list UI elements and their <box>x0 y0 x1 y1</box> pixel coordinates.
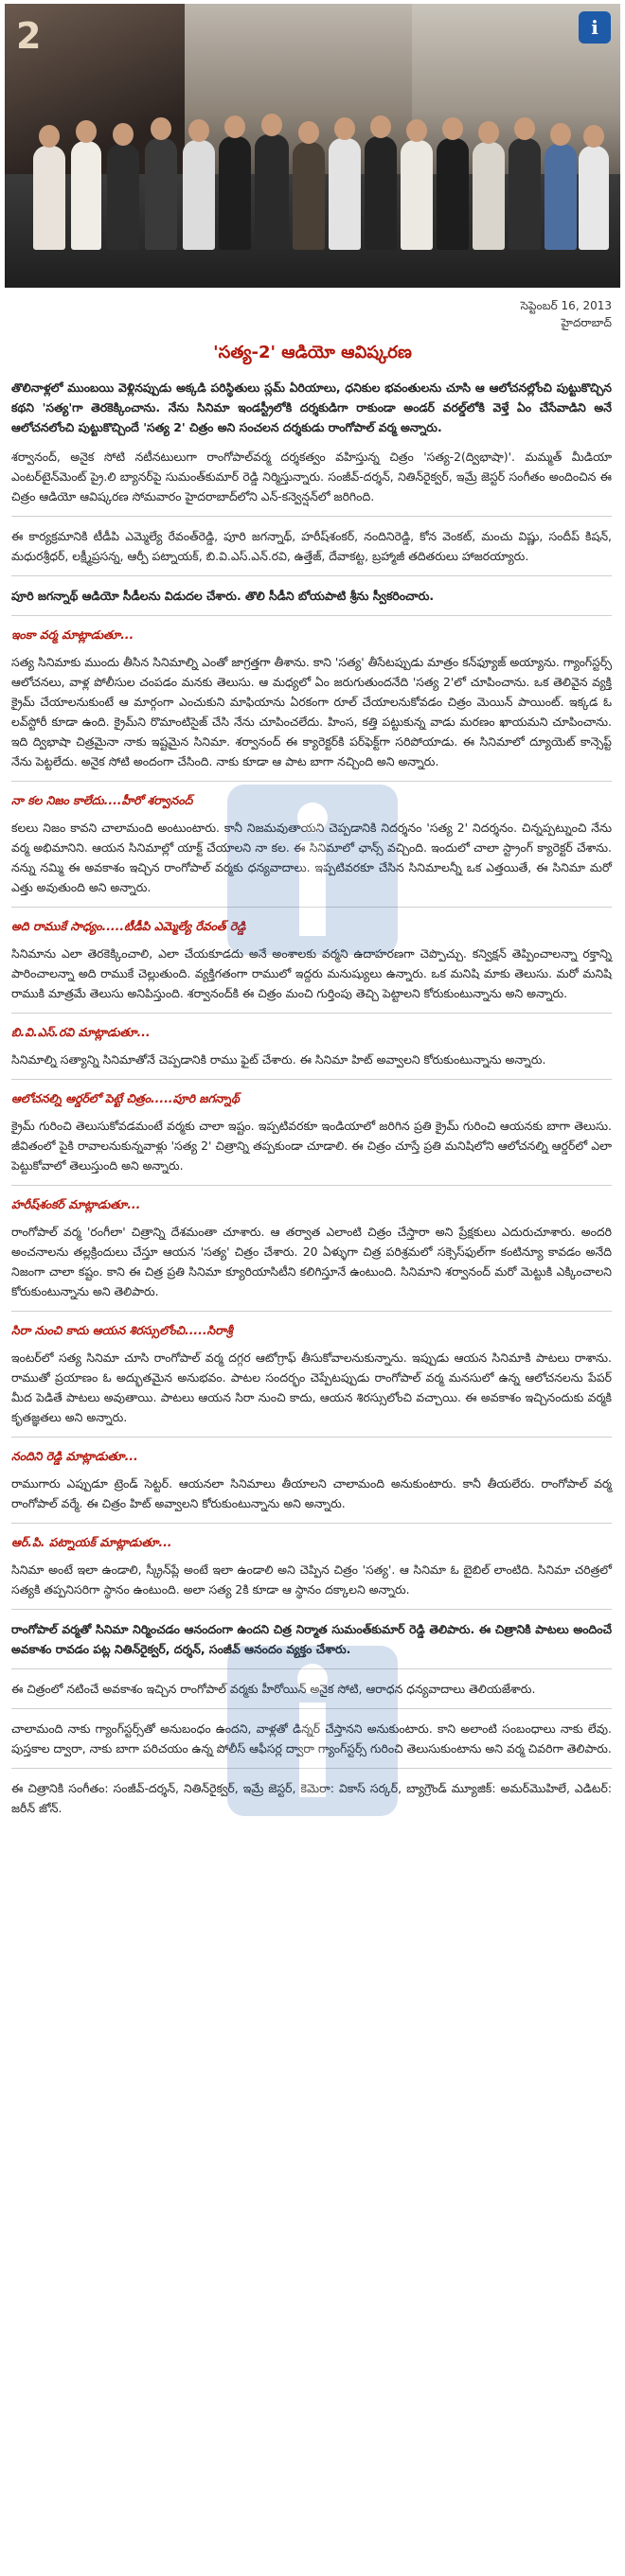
paragraph: కలలు నిజం కావని చాలామంది అంటుంటారు. కానీ నిజమవుతాయని చెప్పడానికి నిదర్శనం 'సత్య 2' నిదర్శనం. చిన్నప్పట్నుంచి నేను వర్మ అభిమానిని. ఆయన సినిమాల్లో యాక్ట్ చేయాలని నా కల. ఈ సినిమాలో ఛాన్స్ వచ్చింది. ఇందులో చాలా స్ట్రాంగ్ క్యారెక్టర్ చేశాను. నన్ను నమ్మి ఈ అవకాశం ఇచ్చిన రాంగోపాల్ వర్మ‌కు ధన్యవాదాలు. ఇప్పటివరకూ చేసిన సినిమాలన్నీ ఒక ఎత్తయితే, ఈ సినిమా మరో ఎత్తు అవుతుంది అని అన్నారు. <box>11 820 612 894</box>
subheading: అది రాముకే సాధ్యం.....టీడీపి ఎమ్మెల్యే రేవంత్ రెడ్డి <box>11 919 246 933</box>
subheading: నా కల నిజం కాలేదు....హీరో శర్వానంద్ <box>11 793 193 807</box>
person <box>293 142 325 250</box>
divider <box>11 1079 612 1080</box>
divider <box>11 1708 612 1709</box>
paragraph: ఈ చిత్రంలో నటించే అవకాశం ఇచ్చిన రాంగోపాల్ వర్మకు హీరోయిన్ అనైక సోటి, ఆరాధన ధన్యవాదాలు తెలియజేశారు. <box>11 1682 536 1696</box>
person <box>183 140 215 250</box>
divider <box>11 1185 612 1186</box>
credits-paragraph: ఈ చిత్రానికి సంగీతం: సంజీవ్-దర్శన్, నితిన్‌రైక్వర్, ఇమ్రే జెస్టర్, కెమెరా: వికాస్ సర్కర్, బ్యాగ్రౌండ్ మ్యూజిక్: అమర్‌మొహిలే, ఎడిటర్: జరీన్ జోన్. <box>11 1781 612 1815</box>
paragraph: ఈ కార్యక్రమానికి టీడీపి ఎమ్మెల్యే రేవంత్‌రెడ్డి, పూరి జగన్నాథ్, హరీష్‌శంకర్, నందినిరెడ్డి, కోన వెంకట్, మంచు విష్ణు, సందీప్ కిషన్, మధురశ్రీధర్, లక్ష్మీప్రసన్న, ఆర్పీ పట్నాయక్, బి.వి.ఎస్.ఎన్.రవి, ఉత్తేజ్, దేవాకట్ట, బ్రహ్మాజీ తదితరులు హాజరయ్యారు. <box>11 529 612 563</box>
person <box>473 142 505 250</box>
divider <box>11 1668 612 1669</box>
person <box>219 136 251 250</box>
paragraph: రాముగారు ఎప్పుడూ ట్రెండ్ సెట్టర్. ఆయనలా సినిమాలు తీయాలని చాలామంది అనుకుంటారు. కానీ తీయలేరు. రాంగోపాల్ వర్మ రాంగోపాల్ వర్మే. ఈ చిత్రం హిట్ అవ్వాలని కోరుకుంటున్నాను అని అన్నారు. <box>11 1476 612 1510</box>
person <box>401 140 433 250</box>
subheading: సిరా నుంచి కాదు ఆయన శిరస్సులోంచి.....సిరాశ్రీ <box>11 1323 233 1337</box>
divider <box>11 1609 612 1610</box>
paragraph: పూరి జగన్నాథ్ ఆడియో సీడీలను విడుదల చేశారు. తొలి సీడీని బోయపాటి శ్రీను స్వీకరించారు. <box>11 589 435 603</box>
divider <box>11 516 612 517</box>
dateline <box>0 288 625 331</box>
crowd <box>5 108 620 250</box>
paragraph: రాంగోపాల్ వర్మ 'రంగీలా' చిత్రాన్ని దేశమంతా చూశారు. ఆ తర్వాత ఎలాంటి చిత్రం చేస్తారా అని ప్రేక్షకులు ఎదురుచూశారు. అందరి అంచనాలను తల్లక్రిందులు చేస్తూ ఆయన 'సత్య' చిత్రం చేశారు. 20 ఏళ్ళుగా చిత్ర పరిశ్రమలో సక్సెస్‌ఫుల్‌గా కంటిన్యూ కావడం అనేది నిజంగా చాలా కష్టం. కాని ఈ చిత్ర ప్రతి సినిమా క్యూరియాసిటీని కలిగిస్తూనే ఉంటుంది. సినిమాని శర్వానంద్ మరో మెట్టుకి ఎక్కించాలని కోరుకుంటున్నాను అని తెలిపారు. <box>11 1225 612 1298</box>
divider <box>11 1311 612 1312</box>
paragraph: ఇంటర్‌లో సత్య సినిమా చూసి రాంగోపాల్ వర్మ దగ్గర ఆటోగ్రాఫ్ తీసుకోవాలనుకున్నాను. ఇప్పుడు ఆయన సినిమాకి పాటలు రాశాను. రాముతో ప్రయాణం ఓ అద్భుతమైన అనుభవం. పాటల సందర్భం చెప్పేటప్పుడు రాంగోపాల్ వర్మ మనసులో ఉన్న ఆలోచనలను పేపర్ మీద పెడితే పాటలు అవుతాయి. పాటలు ఆయన సిరా నుంచి కాదు, ఆయన శిరస్సులోంచి వచ్చాయి. ఈ అవకాశం ఇచ్చినందుకు వర్మకి కృతజ్ఞతలు అని అన్నారు. <box>11 1350 612 1424</box>
person <box>255 134 289 250</box>
paragraph: సినిమా అంటే ఇలా ఉండాలి, స్క్రీన్‌ప్లే అంటే ఇలా ఉండాలి అని చెప్పిన చిత్రం 'సత్య'. ఆ సినిమా ఓ బైబిల్ లాంటిది. సినిమా చరిత్రలో సత్యకి తప్పనిసరిగా స్థానం ఉంటుంది. అలా సత్య 2కి కూడా ఆ స్థానం దక్కాలని అన్నారు. <box>11 1562 612 1597</box>
subheading: నందిని రెడ్డి మాట్లాడుతూ... <box>11 1449 138 1463</box>
paragraph: సినిమాల్ని సత్యాన్ని సినిమాతోనే చెప్పడానికి రాము ఫైట్ చేశారు. ఈ సినిమా హిట్ అవ్వాలని కోరుకుంటున్నాను అన్నారు. <box>11 1052 546 1067</box>
subheading: ఆర్.పి. పట్నాయక్ మాట్లాడుతూ... <box>11 1535 172 1549</box>
person <box>579 146 609 250</box>
person <box>107 144 139 250</box>
divider <box>11 781 612 782</box>
article-body <box>0 378 625 1818</box>
paragraph: సినిమాను ఎలా తెరకెక్కించాలి, ఎలా చేయకూడదు అనే అంశాలకు వర్మని ఉదాహరణగా చెప్పొచ్చు. కన్విక్షన్ తెప్పించాలన్నా రక్తాన్ని పారించాలన్నా అది రాముకే చెల్లుతుంది. వ్యక్తిగతంగా రాములో ఇద్దరు మనుష్యులు ఉన్నారు. ఒక మనిషి మాకు తెలుసు. మరో మనిషి రాముకి మాత్రమే తెలుసు అనిపిస్తుంది. శర్వానంద్‌కి ఈ చిత్రం మంచి గుర్తింపు తెచ్చి పెట్టాలని కోరుకుంటున్నాను అని అన్నారు. <box>11 946 612 1000</box>
person <box>145 138 177 250</box>
paragraph: రాంగోపాల్ వర్మతో సినిమా నిర్మించడం ఆనందంగా ఉందని చిత్ర నిర్మాత సుమంత్‌కుమార్ రెడ్డి తెలిపారు. ఈ చిత్రానికి పాటలు అందించే అవకాశం రావడం పట్ల నితిన్‌రైక్వర్, దర్శన్, సంజీవ్ ఆనందం వ్యక్తం చేశారు. <box>11 1622 612 1656</box>
publish-date: సెప్టెంబర్ 16, 2013 <box>520 299 612 312</box>
article-page <box>0 4 625 1818</box>
subheading: బి.వి.ఎస్.రవి మాట్లాడుతూ... <box>11 1025 151 1039</box>
brand-logo: i <box>579 11 611 44</box>
paragraph: క్రైమ్ గురించి తెలుసుకోవడమంటే వర్మకు చాలా ఇష్టం. ఇప్పటివరకూ ఇండియాలో జరిగిన ప్రతి క్రైమ్ గురించి ఆయనకు బాగా తెలుసు. జీవితంలో పైకి రావాలనుకున్నవాళ్లు 'సత్య 2' చిత్రాన్ని తప్పకుండా చూడాలి. ఈ చిత్రం చూస్తే ప్రతి మనిషిలోని ఆలోచనల్ని ఆర్డర్‌లో ఎలా పెట్టుకోవాలో తెలుస్తుంది అని అన్నారు. <box>11 1119 612 1173</box>
divider <box>11 1437 612 1438</box>
divider <box>11 1523 612 1524</box>
article-headline: 'సత్య-2' ఆడియో ఆవిష్కరణ <box>213 343 412 362</box>
paragraph: చాలామంది నాకు గ్యాంగ్‌స్టర్స్‌తో అనుబంధం ఉందని, వాళ్లతో డిన్నర్ చేస్తానని అనుకుంటారు. కాని అలాంటి సంబంధాలు నాకు లేవు. పుస్తకాల ద్వారా, నాకు బాగా పరిచయం ఉన్న పోలీస్ ఆఫీసర్ల ద్వారా గ్యాంగ్‌స్టర్స్ గురించి తెలుసుకుంటాను అని వర్మ చివరిగా తెలిపారు. <box>11 1721 612 1756</box>
divider <box>11 907 612 908</box>
subheading: ఆలోచనల్ని ఆర్డర్‌లో పెట్టే చిత్రం.....పూరి జగన్నాథ్ <box>11 1091 240 1105</box>
event-photo <box>5 4 620 288</box>
person <box>365 136 397 250</box>
subheading: హరీష్‌శంకర్ మాట్లాడుతూ... <box>11 1197 141 1211</box>
person <box>509 138 541 250</box>
person <box>437 138 469 250</box>
divider <box>11 1013 612 1014</box>
person <box>71 141 101 250</box>
publish-place: హైదరాబాద్ <box>561 316 612 329</box>
paragraph: శర్వానంద్, అనైక సోటి నటీనటులుగా రాంగోపాల్‌వర్మ దర్శకత్వం వహిస్తున్న చిత్రం 'సత్య-2(ద్విభాషా)'. మమ్మత్ మీడియా ఎంటర్‌టైన్‌మెంట్ ప్రై.లి బ్యానర్‌పై సుమంత్‌కుమార్ రెడ్డి నిర్మిస్తున్నారు. సంజీవ్-దర్శన్, నితిన్‌రైక్వర్, ఇమ్రే జెస్టర్ సంగీతం అందించిన ఈ చిత్రం ఆడియో ఆవిష్కరణ సోమవారం హైదరాబాద్‌లోని ఎన్-కన్వెన్షన్‌లో జరిగింది. <box>11 450 612 503</box>
divider <box>11 575 612 576</box>
poster-title: 2 <box>16 15 44 57</box>
divider <box>11 615 612 616</box>
person <box>545 144 577 250</box>
subheading: ఇంకా వర్మ మాట్లాడుతూ... <box>11 627 134 642</box>
paragraph: సత్య సినిమాకు ముందు తీసిన సినిమాల్ని ఎంతో జాగ్రత్తగా తీశాను. కాని 'సత్య' తీసేటప్పుడు మాత్రం కన్‌ఫ్యూజ్ అయ్యాను. గ్యాంగ్‌స్టర్స్ ఆలోచనలు, వాళ్ల పోలీసుల చంపడం మనకు తెలుసు. ఆ మధ్యలో ఏం జరుగుతుందనేది 'సత్య 2'లో చూపించాను. ఒక తెలివైన వ్యక్తి క్రైమ్ చేయాలనుకుంటే ఆ మార్గంగా ఎంచుకుని మాఫియాను ఏరకంగా రూల్ చేయాలనుకోవడం చిత్రం మెయిన్ పాయింట్. ఇక్కడ ఓ లవ్‌స్టోరీ కూడా ఉంది. క్రైమ్‌ని రొమాంటిసైజ్ చేసి నేను చూపించలేదు. హింస, కత్తి పట్టుకున్న వాడు మరణం ఖాయమని చూపించాను. ఇది ద్విభాషా చిత్రమైనా నాకు ఇష్టమైన సినిమా. శర్వానంద్ ఈ క్యారెక్టర్‌కి పర్‌ఫెక్ట్‌గా సరిపోయాడు. ఈ సినిమాలో ద్యూయెట్ కాన్సెప్ట్ నేను పెట్టలేదు. అనైక సోటి అందంగా చేసింది. నాకు కూడా ఆ పాట బాగా నచ్చింది అని అన్నారు. <box>11 655 612 768</box>
person <box>329 138 361 250</box>
lead-paragraph: తొలినాళ్లలో ముంబయి వెళ్లినప్పుడు అక్కడి పరిస్థితులు స్లమ్ ఏరియాలు, ధనికుల భవంతులను చూసి ఆ ఆలోచనల్లోంచి పుట్టుకొచ్చిన కథని 'సత్య'గా తెరకెక్కించాను. నేను సినిమా ఇండస్ట్రీలోకి దర్శకుడిగా రాకుండా అండర్ వరల్డ్‌లోకి వెళ్తే ఏం చేసేవాడిని అనే ఆలోచనలోంచి పుట్టుకొచ్చిందే 'సత్య 2' చిత్రం అని సంచలన దర్శకుడు రాంగోపాల్ వర్మ అన్నారు. <box>11 380 612 434</box>
divider <box>11 1768 612 1769</box>
person <box>33 146 65 250</box>
